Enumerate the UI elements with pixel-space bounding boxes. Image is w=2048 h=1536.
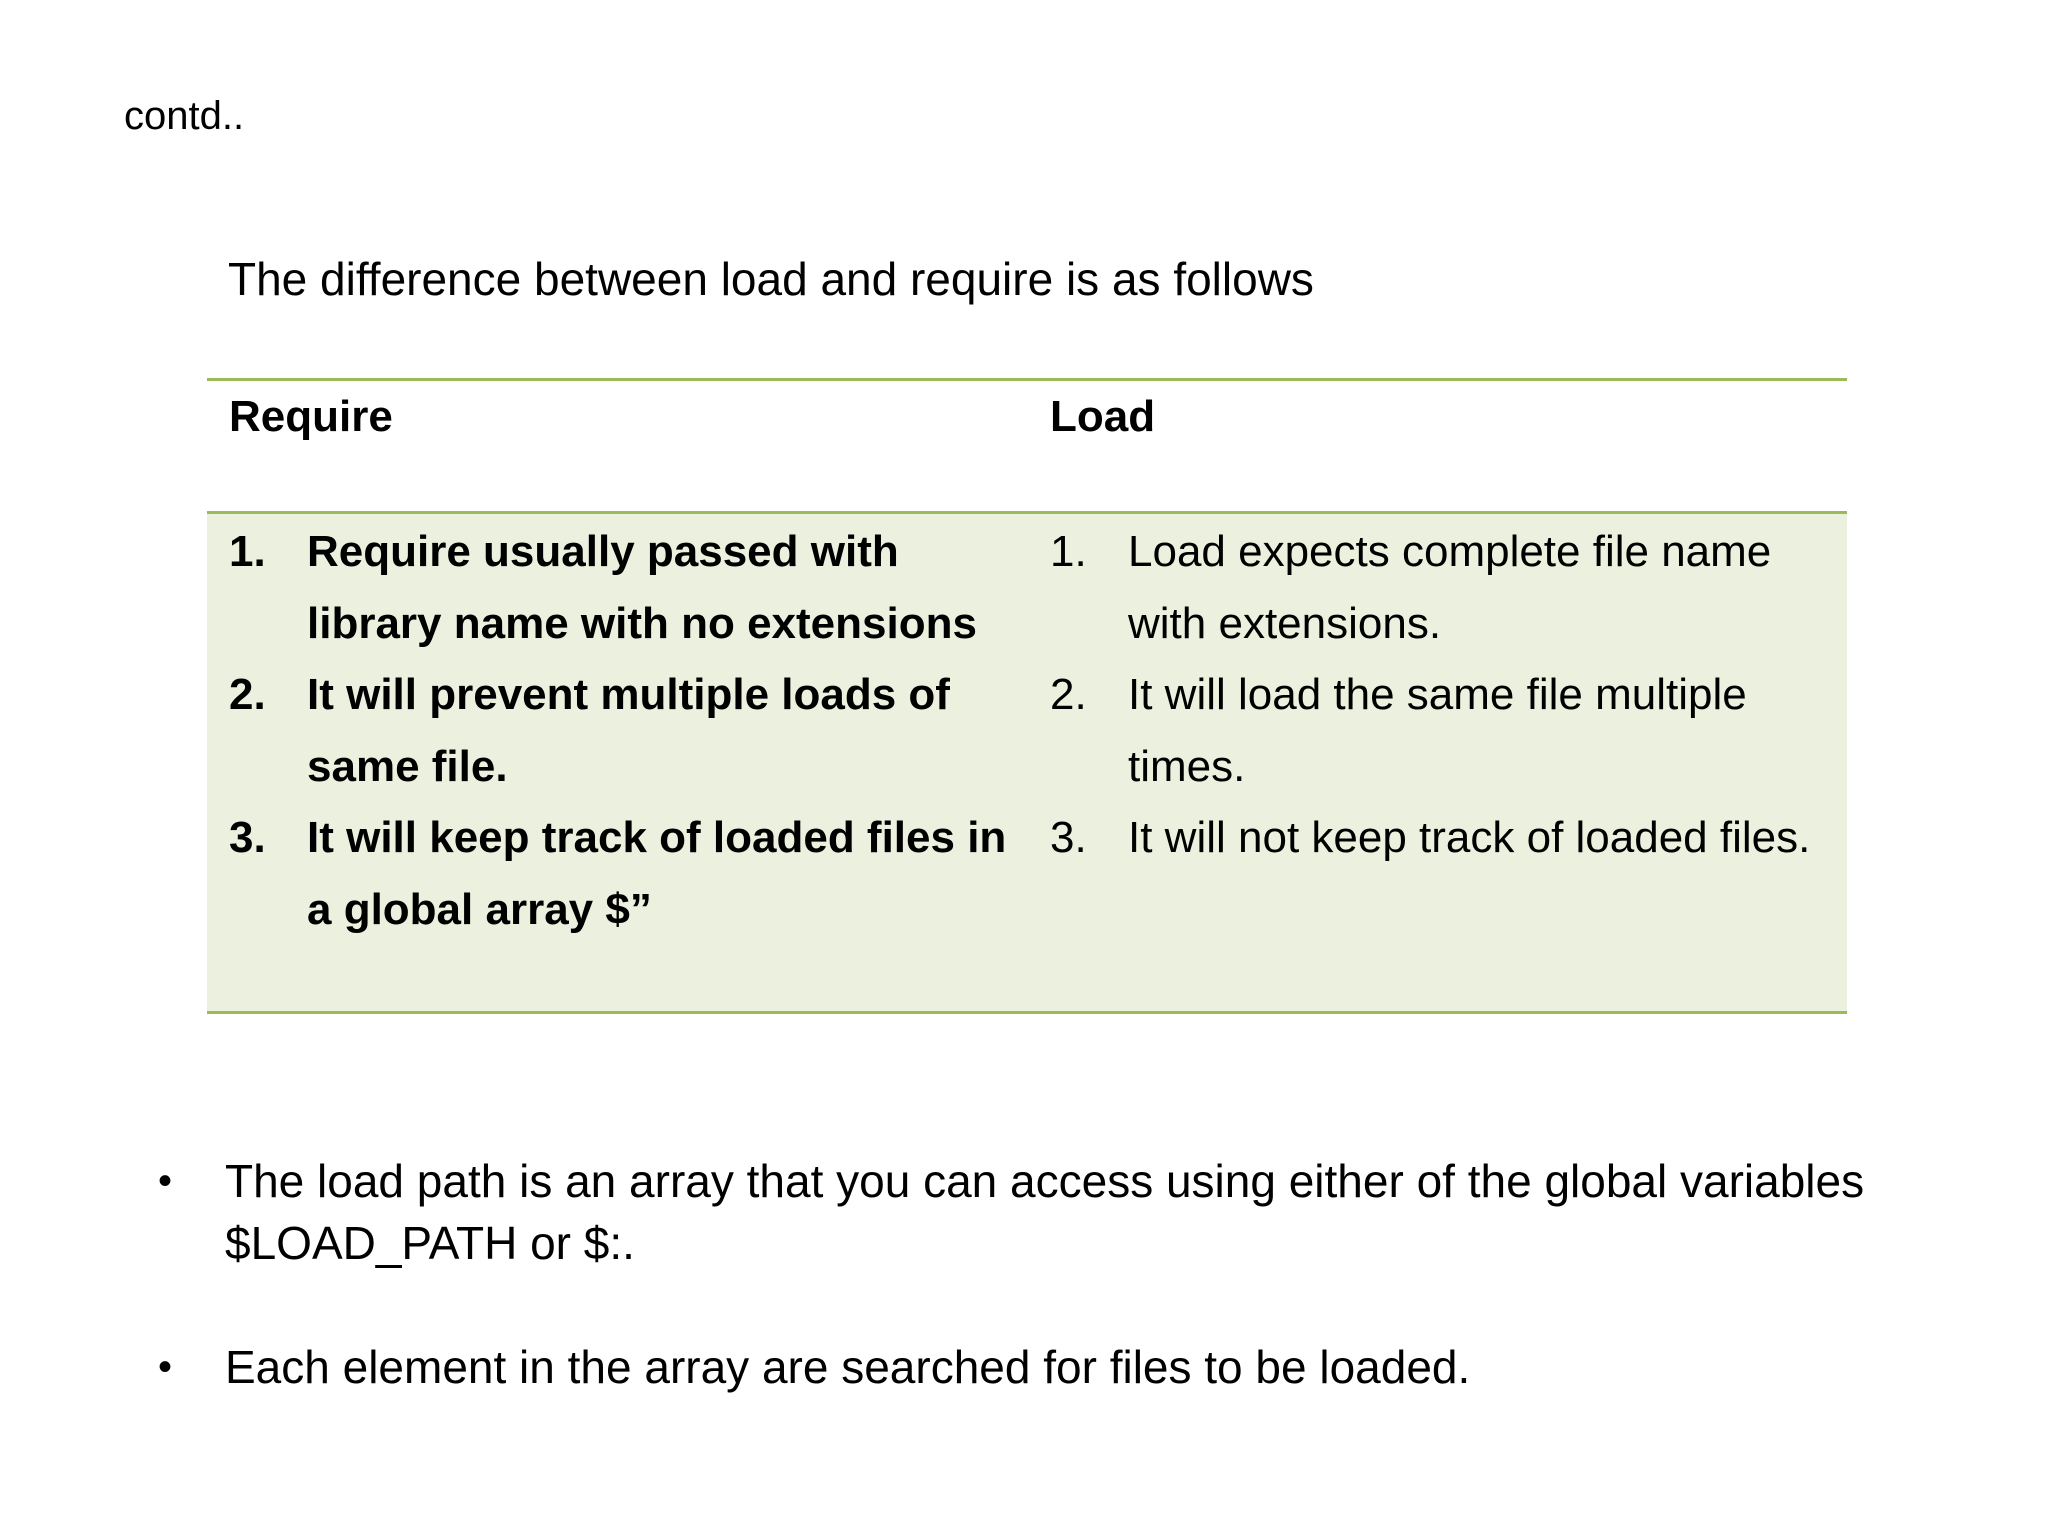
list-number: 3.: [1050, 813, 1087, 862]
list-number: 1.: [1050, 527, 1087, 576]
table-body-row: [207, 514, 1847, 1011]
bullet-item: [150, 1336, 1990, 1398]
comparison-table: [207, 378, 1847, 1014]
load-list-item: [1050, 659, 1840, 802]
require-list-item: [229, 802, 1019, 945]
list-item-text: It will load the same file multiple times.: [1128, 670, 1747, 791]
bullet-item: [150, 1150, 1990, 1274]
list-item-text: It will not keep track of loaded files.: [1128, 813, 1811, 862]
list-item-text: Require usually passed with library name with no extensions: [307, 527, 977, 648]
list-item-text: Load expects complete file name with extensions.: [1128, 527, 1772, 648]
list-item-text: It will keep track of loaded files in a global array $”: [307, 813, 1007, 934]
list-number: 2.: [229, 670, 266, 719]
list-number: 1.: [229, 527, 266, 576]
bullet-list: [150, 1150, 1990, 1460]
load-list-item: [1050, 802, 1840, 874]
load-list-item: [1050, 516, 1840, 659]
require-list-item: [229, 516, 1019, 659]
intro-text: The difference between load and require is as follows: [228, 253, 1314, 305]
table-header-row: [207, 381, 1847, 514]
load-list: [1050, 516, 1840, 874]
list-number: 3.: [229, 813, 266, 862]
require-list: [229, 516, 1019, 945]
bullet-text: The load path is an array that you can access using either of the global variables $LOAD_PATH or $:.: [225, 1155, 1865, 1269]
bullet-marker: •: [158, 1345, 173, 1389]
list-item-text: It will prevent multiple loads of same file.: [307, 670, 950, 791]
require-list-item: [229, 659, 1019, 802]
list-number: 2.: [1050, 670, 1087, 719]
bullet-text: Each element in the array are searched for files to be loaded.: [225, 1341, 1471, 1393]
slide-header: contd..: [124, 94, 245, 138]
column-header-load: Load: [1050, 392, 1156, 441]
bullet-marker: •: [158, 1159, 173, 1203]
column-header-require: Require: [229, 392, 393, 441]
